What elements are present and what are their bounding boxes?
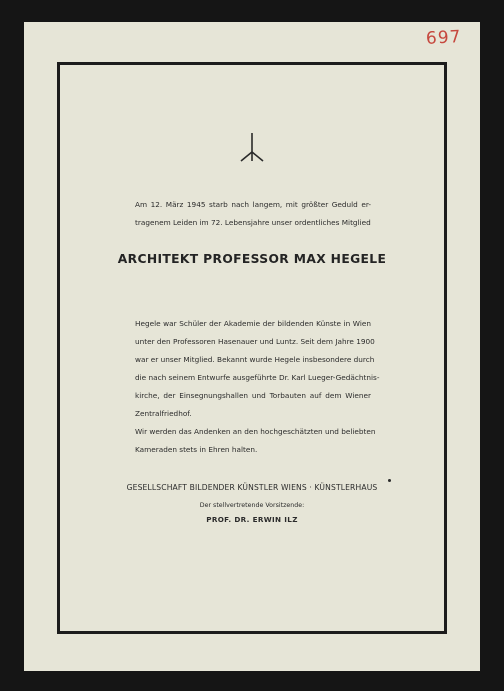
chairman-name: PROF. DR. ERWIN ILZ: [206, 515, 298, 524]
deceased-name: ARCHITEKT PROFESSOR MAX HEGELE: [117, 252, 387, 266]
biography-line: Wir werden das Andenken an den hochgeschätzten und beliebten: [135, 427, 376, 436]
biography-line: war er unser Mitglied. Bekannt wurde Hegele insbesondere durch: [135, 355, 375, 364]
ink-dot: [388, 479, 391, 482]
biography-line: Kameraden stets in Ehren halten.: [135, 445, 258, 454]
page-number-annotation: 697: [425, 27, 462, 49]
biography-line: die nach seinem Entwurfe ausgeführte Dr. Karl Lueger-Gedächtnis-: [135, 373, 380, 382]
death-rune-icon: [239, 132, 265, 162]
intro-paragraph: [135, 196, 371, 232]
intro-line: tragenem Leiden im 72. Lebensjahre unser ordentliches Mitglied: [135, 218, 371, 227]
society-name: GESELLSCHAFT BILDENDER KÜNSTLER WIENS · KÜNSTLERHAUS: [126, 483, 378, 492]
death-notice-sheet: [24, 22, 480, 671]
biography-line: kirche, der Einsegnungshallen und Torbauten auf dem Wiener: [135, 391, 371, 400]
biography-line: unter den Professoren Hasenauer und Luntz. Seit dem Jahre 1900: [135, 337, 375, 346]
biography-line: Hegele war Schüler der Akademie der bildenden Künste in Wien: [135, 319, 371, 328]
biography-line: Zentralfriedhof.: [135, 409, 192, 418]
biography-paragraph: [135, 315, 380, 459]
intro-line: Am 12. März 1945 starb nach langem, mit größter Geduld er-: [135, 200, 371, 209]
deputy-label: Der stellvertretende Vorsitzende:: [199, 502, 305, 509]
